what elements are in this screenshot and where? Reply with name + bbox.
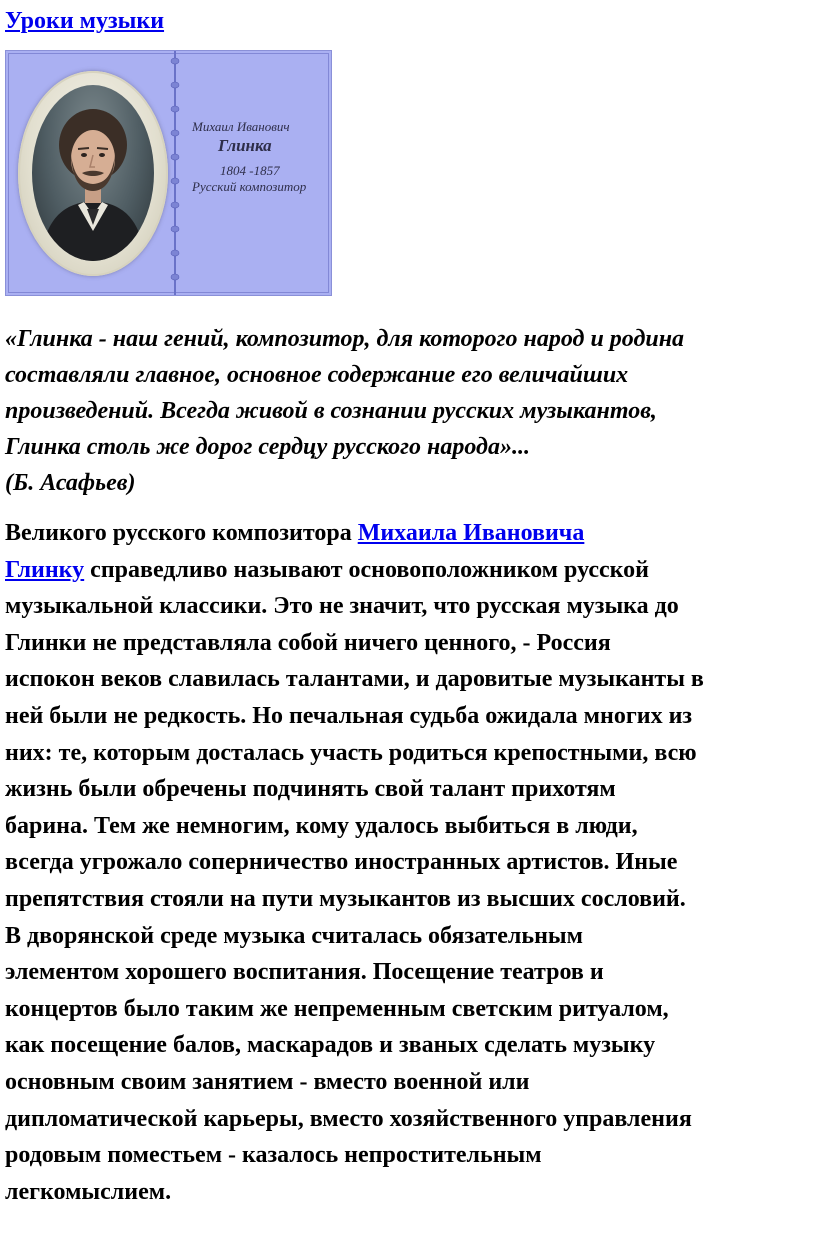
body-line: дипломатической карьеры, вместо хозяйственного управления (5, 1105, 692, 1132)
body-line: элементом хорошего воспитания. Посещение театров и (5, 959, 604, 986)
quote-line: «Глинка - наш гений, композитор, для которого народ и родина (5, 326, 685, 352)
portrait-drawing (32, 85, 154, 261)
body-line: барина. Тем же немногим, кому удалось выбиться в люди, (5, 812, 638, 839)
body-line: родовым поместьем - казалось непростительным (5, 1142, 542, 1169)
body-line (5, 515, 816, 552)
body-line: легкомыслием. (5, 1178, 172, 1205)
composer-surname: Глинка (218, 136, 272, 155)
body-line: жизнь были обречены подчинять свой талант прихотям (5, 776, 616, 803)
portrait-caption (192, 119, 328, 195)
body-line: ней были не редкость. Но печальная судьба ожидала многих из (5, 702, 693, 729)
document-page (5, 0, 813, 1210)
body-line: как посещение балов, маскарадов и званых сделать музыку (5, 1032, 656, 1059)
lesson-title-link[interactable]: Уроки музыки (5, 8, 165, 34)
article-body (5, 515, 816, 1210)
composer-description: Русский композитор (192, 179, 307, 194)
body-line: музыкальной классики. Это не значит, что русская музыка до (5, 593, 679, 620)
glinka-portrait-card (5, 50, 332, 296)
body-line: В дворянской среде музыка считалась обязательным (5, 922, 583, 949)
body-line: концертов было таким же непременным светским ритуалом, (5, 995, 669, 1022)
quote-line: составляли главное, основное содержание его величайших (5, 362, 629, 388)
book-spine-ornament (169, 51, 181, 295)
glinka-name-link[interactable]: Михаила Ивановича (357, 520, 585, 546)
quote-line: Глинка столь же дорог сердцу русского народа»... (5, 434, 530, 460)
composer-first-names: Михаил Иванович (192, 119, 290, 134)
body-line: них: те, которым досталась участь родиться крепостными, всю (5, 739, 697, 766)
body-intro: Великого русского композитора (5, 520, 358, 546)
composer-years: 1804 -1857 (220, 163, 280, 178)
asafyev-quote (5, 321, 805, 501)
body-line (5, 552, 816, 589)
body-text-span: справедливо называют основоположником русской (84, 556, 649, 583)
body-line: испокон веков славилась талантами, и даровитые музыканты в (5, 666, 704, 693)
portrait-oval-frame (18, 71, 168, 276)
quote-author: (Б. Асафьев) (5, 470, 136, 496)
composer-portrait-image (32, 85, 154, 261)
body-line: основным своим занятием - вместо военной или (5, 1068, 530, 1095)
glinka-name-link-continued[interactable]: Глинку (5, 556, 85, 583)
body-line: Глинки не представляла собой ничего ценного, - Россия (5, 629, 611, 656)
body-line: всегда угрожало соперничество иностранных артистов. Иные (5, 849, 678, 876)
body-line: препятствия стояли на пути музыкантов из высших сословий. (5, 885, 686, 912)
quote-line: произведений. Всегда живой в сознании русских музыкантов, (5, 398, 657, 424)
